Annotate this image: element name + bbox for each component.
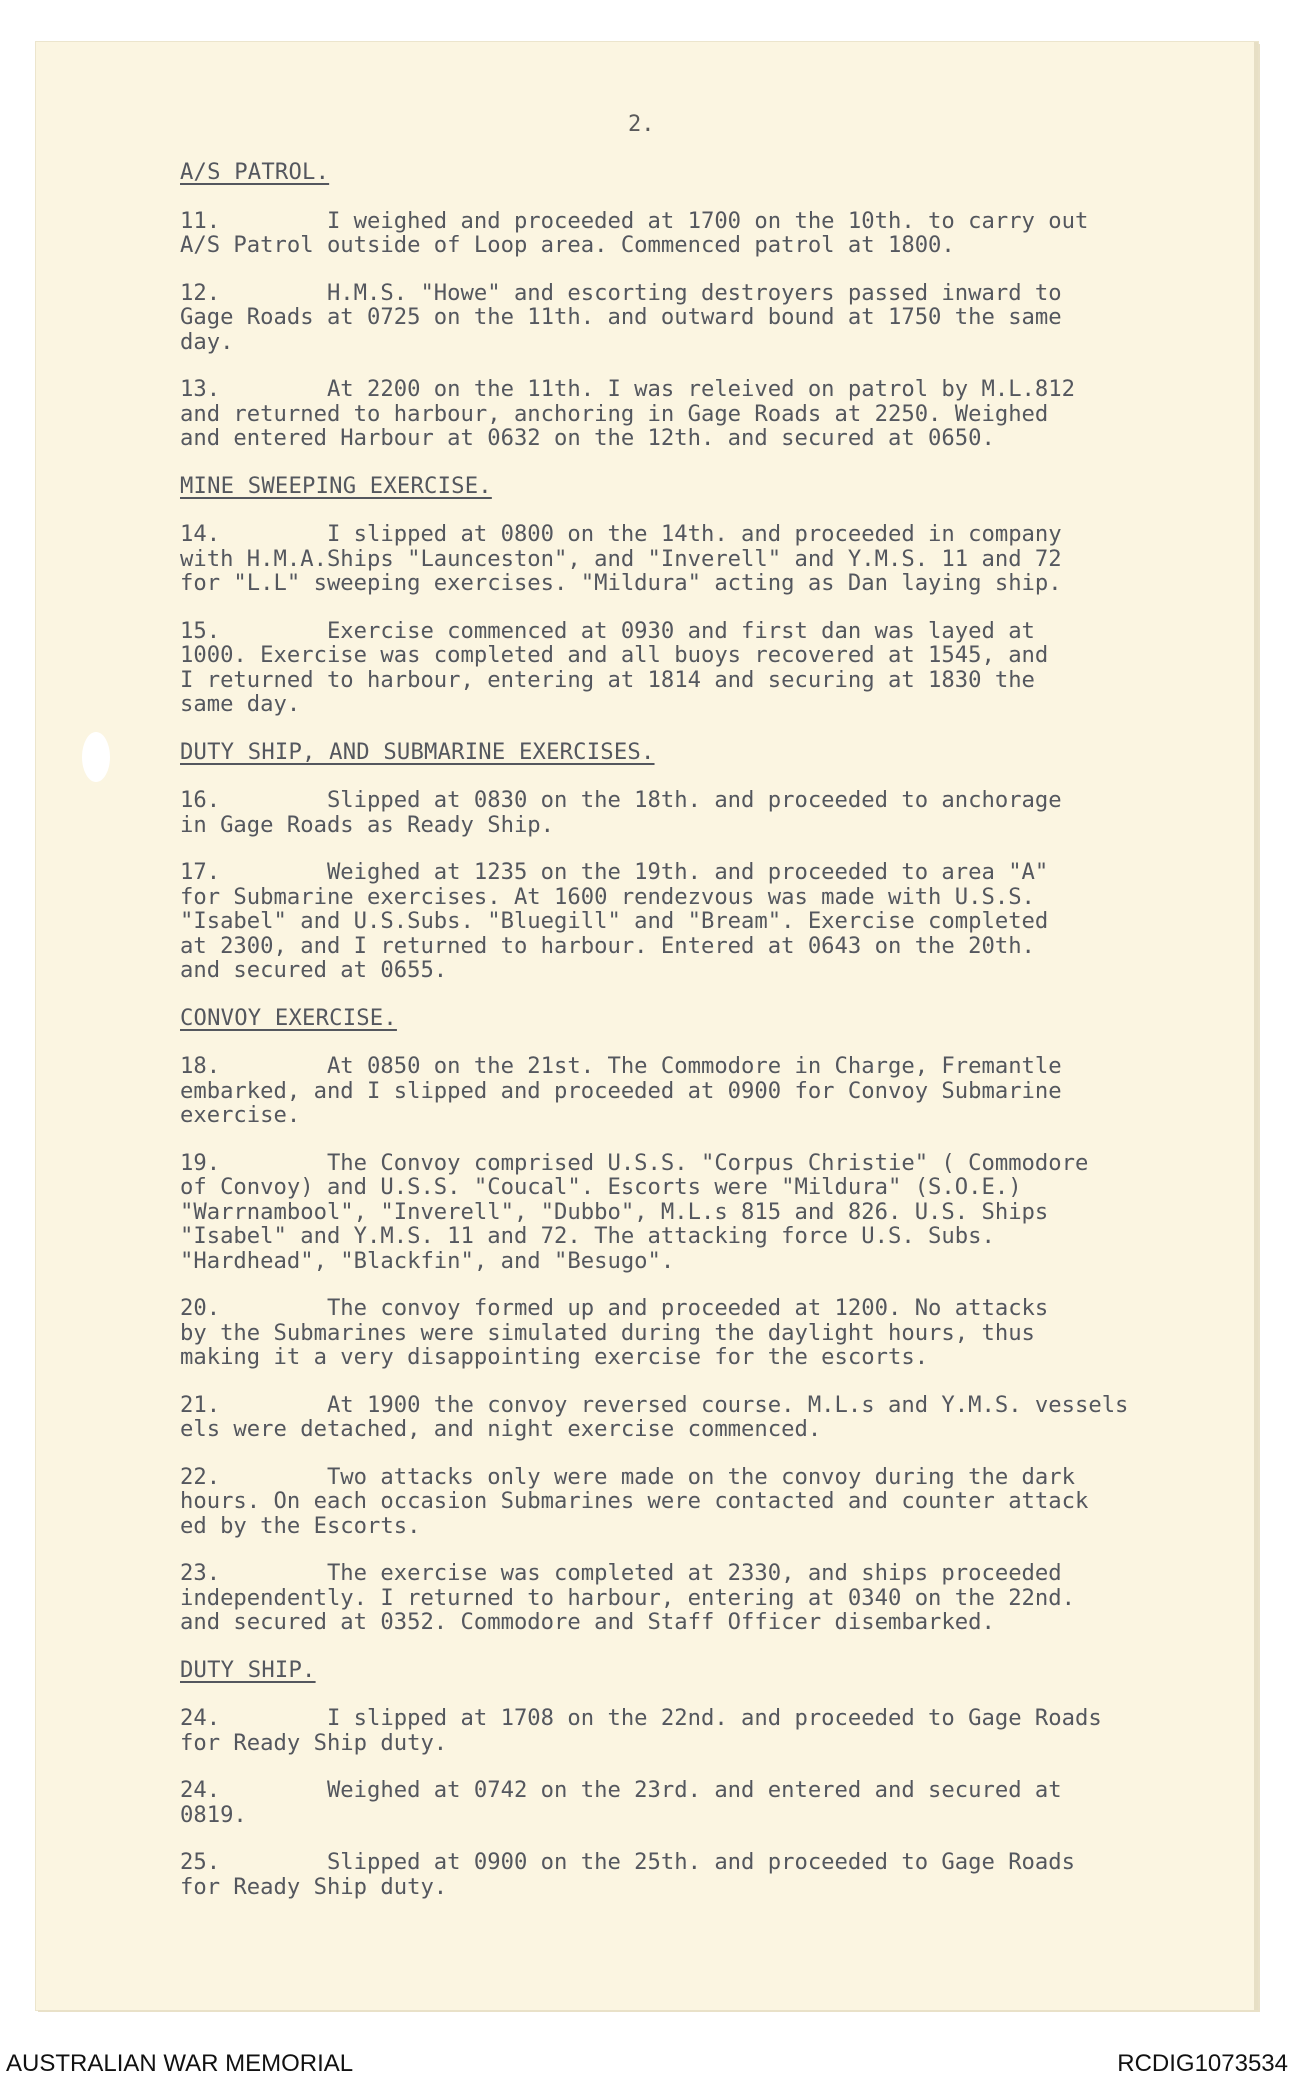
- paragraph-line: "Hardhead", "Blackfin", and "Besugo".: [180, 1247, 675, 1274]
- paragraph-line: I returned to harbour, entering at 1814 and securing at 1830 the: [180, 666, 1035, 693]
- paragraph-line: 19. The Convoy comprised U.S.S. "Corpus Christie" ( Commodore: [180, 1149, 1089, 1176]
- paragraph-line: same day.: [180, 691, 301, 717]
- paragraph-line: "Warrnambool", "Inverell", "Dubbo", M.L.s 815 and 826. U.S. Ships: [180, 1198, 1049, 1225]
- paragraph-line: 13. At 2200 on the 11th. I was releived on patrol by M.L.812: [180, 376, 1075, 402]
- section-heading: MINE SWEEPING EXERCISE.: [180, 472, 492, 499]
- paragraph-line: 24. Weighed at 0742 on the 23rd. and entered and secured at: [180, 1777, 1062, 1803]
- paragraph-line: of Convoy) and U.S.S. "Coucal". Escorts were "Mildura" (S.O.E.): [180, 1174, 1022, 1200]
- paragraph-line: day.: [180, 328, 234, 355]
- paragraph-line: 15. Exercise commenced at 0930 and first dan was layed at: [180, 617, 1035, 644]
- paragraph-line: "Isabel" and Y.M.S. 11 and 72. The attacking force U.S. Subs.: [180, 1223, 995, 1249]
- paragraph: [180, 1778, 1190, 1827]
- paragraph-line: ed by the Escorts.: [180, 1512, 421, 1539]
- paragraph-line: and returned to harbour, anchoring in Gage Roads at 2250. Weighed: [180, 400, 1049, 427]
- paragraph-line: embarked, and I slipped and proceeded at 0900 for Convoy Submarine: [180, 1077, 1062, 1104]
- paragraph-line: and entered Harbour at 0632 on the 12th. and secured at 0650.: [180, 425, 995, 451]
- paragraph-line: 0819.: [180, 1801, 247, 1828]
- paragraph-line: 11. I weighed and proceeded at 1700 on the 10th. to carry out: [180, 207, 1089, 234]
- paragraph-line: for Ready Ship duty.: [180, 1729, 448, 1756]
- paragraph-line: 20. The convoy formed up and proceeded at 1200. No attacks: [180, 1295, 1049, 1321]
- paragraph-line: 22. Two attacks only were made on the convoy during the dark: [180, 1463, 1075, 1490]
- paragraph-line: 25. Slipped at 0900 on the 25th. and proceeded to Gage Roads: [180, 1849, 1075, 1875]
- paragraph-line: for Ready Ship duty.: [180, 1873, 448, 1900]
- paragraph-line: and secured at 0352. Commodore and Staff Officer disembarked.: [180, 1609, 995, 1635]
- paragraph-line: 17. Weighed at 1235 on the 19th. and proceeded to area "A": [180, 859, 1049, 885]
- archive-footer: [0, 2044, 1300, 2082]
- section-heading: DUTY SHIP, AND SUBMARINE EXERCISES.: [180, 738, 655, 765]
- paragraph-line: by the Submarines were simulated during the daylight hours, thus: [180, 1319, 1035, 1346]
- paragraph: [180, 1296, 1190, 1370]
- paragraph-line: making it a very disappointing exercise for the escorts.: [180, 1344, 929, 1370]
- paragraph-line: Gage Roads at 0725 on the 11th. and outward bound at 1750 the same: [180, 304, 1062, 330]
- paragraph-line: 24. I slipped at 1708 on the 22nd. and proceeded to Gage Roads: [180, 1705, 1102, 1731]
- archive-reference: RCDIG1073534: [1117, 2050, 1288, 2077]
- punch-hole: [82, 732, 110, 782]
- paragraph: [180, 281, 1190, 355]
- paragraph-line: hours. On each occasion Submarines were contacted and counter attack: [180, 1488, 1089, 1514]
- page-edge-shadow: [1254, 42, 1258, 2010]
- paragraph-line: 21. At 1900 the convoy reversed course. M.L.s and Y.M.S. vessels: [180, 1391, 1129, 1418]
- paragraph-line: 18. At 0850 on the 21st. The Commodore in Charge, Fremantle: [180, 1053, 1062, 1079]
- paragraph-line: and secured at 0655.: [180, 957, 448, 983]
- paragraph: [180, 619, 1190, 717]
- paragraph-line: for "L.L" sweeping exercises. "Mildura" acting as Dan laying ship.: [180, 570, 1062, 596]
- paragraph-line: exercise.: [180, 1102, 301, 1128]
- paragraph: [180, 1151, 1190, 1274]
- paragraph-line: 1000. Exercise was completed and all buoys recovered at 1545, and: [180, 642, 1049, 668]
- paragraph-line: at 2300, and I returned to harbour. Entered at 0643 on the 20th.: [180, 932, 1035, 959]
- paragraph: [180, 788, 1190, 837]
- section-heading: CONVOY EXERCISE.: [180, 1004, 397, 1031]
- paragraph-line: A/S Patrol outside of Loop area. Commenced patrol at 1800.: [180, 232, 955, 258]
- paragraph: [180, 522, 1190, 596]
- paragraph: [180, 377, 1190, 451]
- paragraph-line: for Submarine exercises. At 1600 rendezvous was made with U.S.S.: [180, 883, 1035, 910]
- paragraph: [180, 1561, 1190, 1635]
- section-heading: DUTY SHIP.: [180, 1656, 316, 1683]
- paragraph: [180, 209, 1190, 258]
- paragraph: [180, 1465, 1190, 1539]
- paragraph: [180, 860, 1190, 983]
- document-body: [180, 160, 1190, 1922]
- paragraph-line: independently. I returned to harbour, entering at 0340 on the 22nd.: [180, 1584, 1075, 1611]
- paragraph-line: els were detached, and night exercise commenced.: [180, 1416, 822, 1442]
- paragraph: [180, 1706, 1190, 1755]
- paragraph-line: 12. H.M.S. "Howe" and escorting destroyers passed inward to: [180, 279, 1062, 306]
- paragraph: [180, 1393, 1190, 1442]
- paragraph-line: in Gage Roads as Ready Ship.: [180, 811, 555, 838]
- paragraph-line: "Isabel" and U.S.Subs. "Bluegill" and "Bream". Exercise completed: [180, 908, 1049, 934]
- page-number: 2.: [628, 112, 655, 137]
- paragraph-line: 23. The exercise was completed at 2330, and ships proceeded: [180, 1560, 1062, 1586]
- section-heading: A/S PATROL.: [180, 159, 330, 185]
- paragraph-line: 14. I slipped at 0800 on the 14th. and proceeded in company: [180, 521, 1062, 547]
- archive-name: AUSTRALIAN WAR MEMORIAL: [6, 2050, 354, 2077]
- paragraph: [180, 1850, 1190, 1899]
- paragraph-line: with H.M.A.Ships "Launceston", and "Inverell" and Y.M.S. 11 and 72: [180, 545, 1062, 572]
- paragraph: [180, 1054, 1190, 1128]
- paragraph-line: 16. Slipped at 0830 on the 18th. and proceeded to anchorage: [180, 787, 1062, 813]
